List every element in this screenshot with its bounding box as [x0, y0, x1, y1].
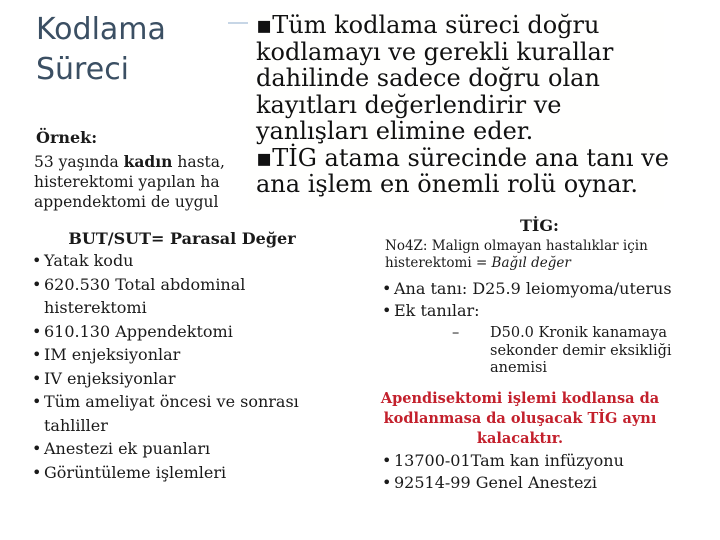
list-item-text: 13700-01Tam kan infüzyonu [394, 451, 624, 470]
bullet-icon: • [32, 251, 42, 270]
list-item [378, 472, 708, 494]
tig-heading: TİG: [520, 216, 559, 235]
case-line-1 [34, 152, 264, 172]
callout-text-6: TİG atama sürecinde ana tanı ve [272, 143, 669, 172]
title-line-1: Kodlama [36, 12, 166, 47]
list-item-text: 92514-99 Genel Anestezi [394, 473, 597, 492]
list-item [28, 273, 348, 320]
list-item-text: Görüntüleme işlemleri [44, 462, 227, 482]
list-item [378, 450, 708, 472]
list-item [28, 320, 348, 344]
list-item-text: 610.130 Appendektomi [44, 321, 233, 341]
case-line-2: histerektomi yapılan ha [34, 173, 220, 191]
list-item [28, 343, 348, 367]
list-item-text: Yatak kodu [44, 251, 134, 270]
bullet-icon: • [382, 279, 392, 298]
list-item [378, 300, 708, 322]
list-item-text: IM enjeksiyonlar [44, 345, 181, 364]
slide-title [36, 10, 166, 90]
list-item [28, 390, 348, 437]
case-description [34, 152, 264, 218]
list-item-text: Anestezi ek puanları [44, 439, 211, 458]
bullet-icon: • [382, 473, 392, 492]
bullet-icon: • [382, 301, 392, 320]
list-item [28, 461, 348, 485]
callout-line-3: dahilinde sadece doğru olan [256, 64, 600, 92]
callout-line-2: kodlamayı ve gerekli kurallar [256, 37, 614, 66]
list-item [28, 437, 348, 461]
bullet-icon: • [32, 274, 42, 294]
case-bold-word: kadın [123, 152, 173, 171]
square-bullet-icon: ▪ [256, 11, 273, 39]
tig-bottom-list [378, 450, 708, 494]
no4z-description [385, 238, 705, 272]
bullet-icon: • [32, 462, 42, 482]
bullet-icon: • [32, 345, 42, 364]
callout-box [248, 11, 669, 209]
list-item [28, 367, 348, 391]
bullet-icon: • [32, 321, 42, 341]
list-item-text: Tüm ameliyat öncesi ve sonrası tahliller [44, 392, 299, 435]
callout-line-6 [248, 143, 669, 172]
callout-line-4: kayıtları değerlendirir ve [256, 90, 562, 119]
list-item-text: IV enjeksiyonlar [44, 368, 176, 388]
callout-text-1: Tüm kodlama süreci doğru [272, 11, 600, 39]
callout-line-7: ana işlem en önemli rolü oynar. [256, 170, 639, 198]
list-item-text: 620.530 Total abdominal histerektomi [44, 274, 246, 317]
callout-line-1 [248, 12, 664, 39]
list-item-text: Ek tanılar: [394, 301, 480, 320]
no4z-emphasis: Bağıl değer [491, 255, 571, 271]
case-line-1-suffix: hasta, [172, 153, 225, 171]
title-line-2: Süreci [36, 51, 130, 87]
callout-line-5: yanlışları elimine eder. [256, 117, 534, 145]
sub-item-text: D50.0 Kronik kanamaya sekonder demir eksikliği anemisi [490, 325, 672, 376]
but-sut-heading: BUT/SUT= Parasal Değer [68, 229, 296, 248]
highlight-note: Apendisektomi işlemi kodlansa da kodlanmasa da oluşacak TİG aynı kalacaktır. [364, 389, 676, 449]
bullet-icon: • [32, 368, 42, 388]
bullet-icon: • [32, 392, 42, 411]
list-item [28, 249, 348, 273]
tig-list [378, 278, 708, 322]
sub-item-dash: – [452, 325, 460, 341]
list-item-text: Ana tanı: D25.9 leiomyoma/uterus [394, 279, 672, 298]
bullet-icon: • [382, 451, 392, 470]
bullet-icon: • [32, 439, 42, 458]
square-bullet-icon: ▪ [256, 143, 273, 172]
no4z-text: No4Z: Malign olmayan hastalıklar için histerektomi = [385, 238, 648, 271]
case-line-3: appendektomi de uygul [34, 193, 219, 211]
list-item [378, 278, 708, 300]
case-line-1-prefix: 53 yaşında [34, 153, 124, 171]
but-sut-section [28, 228, 348, 484]
example-label: Örnek: [36, 128, 98, 147]
